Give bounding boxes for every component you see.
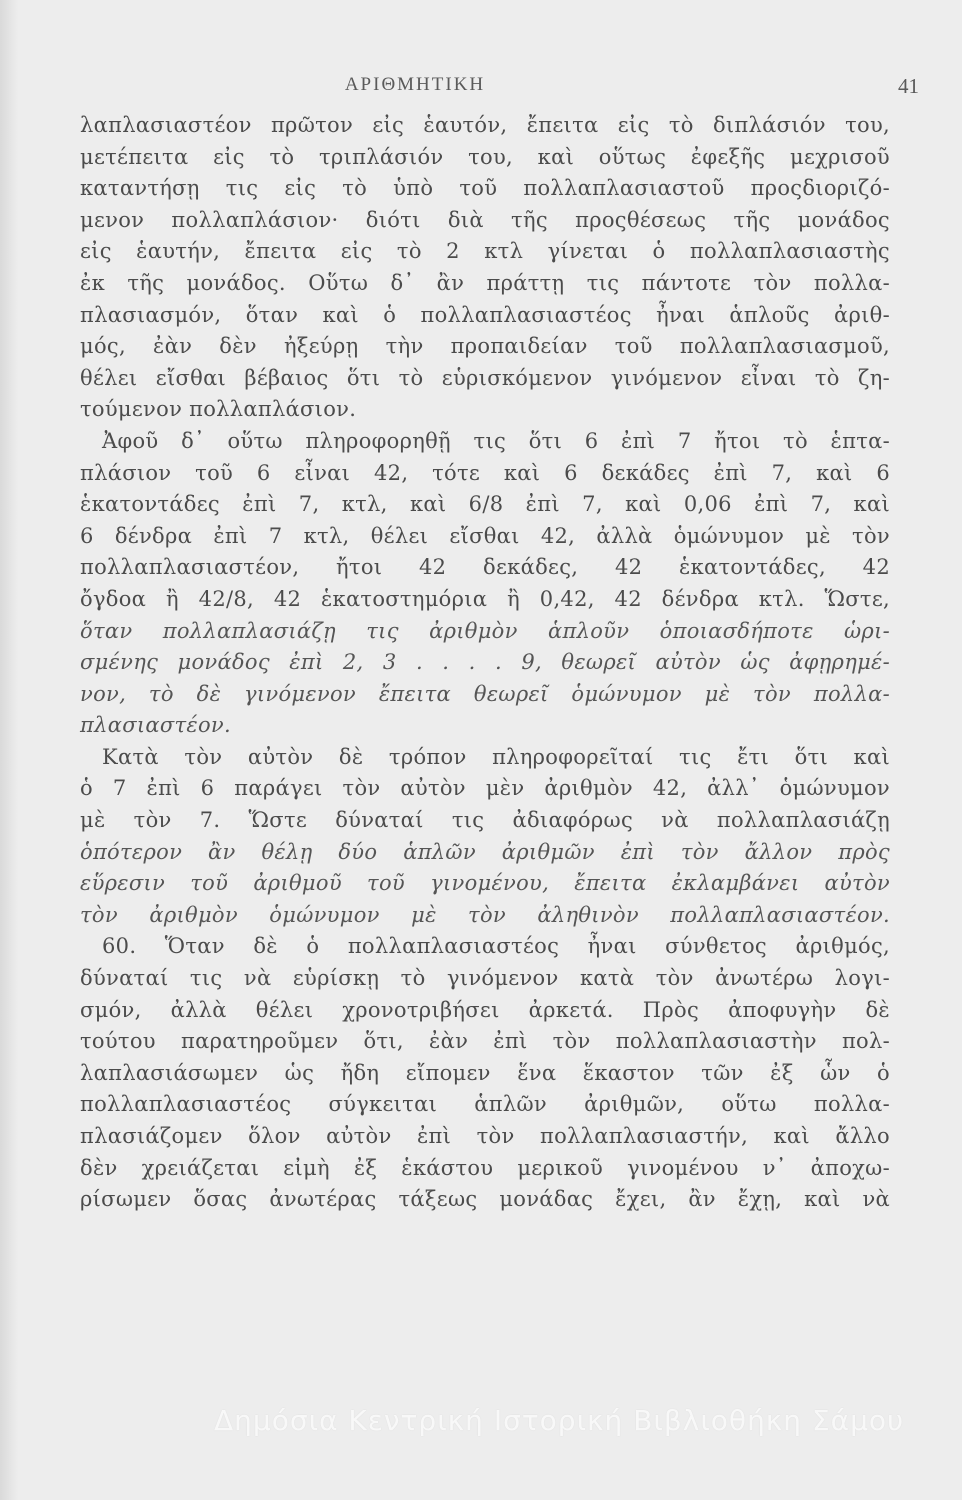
italic-text-line: νον, τὸ δὲ γινόμενον ἔπειτα θεωρεῖ ὁμώνυμον μὲ τὸν πολλα- xyxy=(80,681,890,706)
text-line: μός, ἐὰν δὲν ἠξεύρῃ τὴν προπαιδείαν τοῦ πολλαπλασιασμοῦ, xyxy=(80,334,890,359)
italic-text-line: ὅταν πολλαπλασιάζῃ τις ἀριθμὸν ἁπλοῦν ὁποιασδήποτε ὡρι- xyxy=(80,618,890,643)
text-line: πλασιάζομεν ὅλον αὐτὸν ἐπὶ τὸν πολλαπλασιαστήν, καὶ ἄλλο xyxy=(80,1124,890,1148)
italic-text-line: πλασιαστέον. xyxy=(80,713,231,738)
text-line: τούτου παρατηροῦμεν ὅτι, ἐὰν ἐπὶ τὸν πολλαπλασιαστὴν πολ- xyxy=(80,1029,890,1054)
text-line: πλασιασμόν, ὅταν καὶ ὁ πολλαπλασιαστέος ἦναι ἁπλοῦς ἀριθ- xyxy=(80,302,890,327)
paragraph-start-line: Ἀφοῦ δ᾽ οὕτω πληροφορηθῇ τις ὅτι 6 ἐπὶ 7 ἤτοι τὸ ἑπτα- xyxy=(102,428,890,453)
text-line: καταντήσῃ τις εἰς τὸ ὑπὸ τοῦ πολλαπλασιαστοῦ προςδιοριζό- xyxy=(80,176,890,201)
italic-text-line: εὕρεσιν τοῦ ἀριθμοῦ τοῦ γινομένου, ἔπειτα ἐκλαμβάνει αὐτὸν xyxy=(80,871,890,896)
text-line: ὁ 7 ἐπὶ 6 παράγει τὸν αὐτὸν μὲν ἀριθμὸν 42, ἀλλ᾽ ὁμώνυμον xyxy=(80,776,890,801)
text-line: μὲ τὸν 7. Ὥστε δύναταί τις ἀδιαφόρως νὰ πολλαπλασιάζῃ xyxy=(80,808,890,833)
text-line: δὲν χρειάζεται εἰμὴ ἐξ ἑκάστου μερικοῦ γινομένου ν᾽ ἀποχω- xyxy=(80,1155,890,1180)
section-60-start-line: 60. Ὅταν δὲ ὁ πολλαπλασιαστέος ἦναι σύνθετος ἀριθμός, xyxy=(102,934,890,959)
running-title: ΑΡΙΘΜΗΤΙΚΗ xyxy=(344,74,486,95)
text-line: πλάσιον τοῦ 6 εἶναι 42, τότε καὶ 6 δεκάδες ἐπὶ 7, καὶ 6 xyxy=(80,460,890,485)
text-line: ἑκατοντάδες ἐπὶ 7, κτλ, καὶ 6/8 ἐπὶ 7, καὶ 0,06 ἐπὶ 7, καὶ xyxy=(80,492,890,517)
text-line: ρίσωμεν ὅσας ἀνωτέρας τάξεως μονάδας ἔχει, ἂν ἔχῃ, καὶ νὰ xyxy=(80,1187,890,1212)
text-line: λαπλασιάσωμεν ὡς ἤδη εἴπομεν ἕνα ἕκαστον τῶν ἐξ ὧν ὁ xyxy=(80,1060,890,1085)
text-line: μετέπειτα εἰς τὸ τριπλάσιόν του, καὶ οὕτως ἐφεξῆς μεχρισοῦ xyxy=(80,144,890,169)
italic-text-line: σμένης μονάδος ἐπὶ 2, 3 . . . . 9, θεωρεῖ αὐτὸν ὡς ἀφῃρημέ- xyxy=(80,650,890,675)
text-line: δύναταί τις νὰ εὑρίσκῃ τὸ γινόμενον κατὰ τὸν ἀνωτέρω λογι- xyxy=(80,966,890,991)
text-line: σμόν, ἀλλὰ θέλει χρονοτριβήσει ἀρκετά. Πρὸς ἀποφυγὴν δὲ xyxy=(80,997,890,1022)
text-line: θέλει εἴσθαι βέβαιος ὅτι τὸ εὑρισκόμενον γινόμενον εἶναι τὸ ζη- xyxy=(80,365,890,390)
text-line: πολλαπλασιαστέον, ἤτοι 42 δεκάδες, 42 ἑκατοντάδες, 42 xyxy=(80,555,890,580)
text-line: μενον πολλαπλάσιον· διότι διὰ τῆς προςθέσεως τῆς μονάδος xyxy=(80,207,890,232)
italic-text-line: ὁπότερον ἂν θέλῃ δύο ἁπλῶν ἀριθμῶν ἐπὶ τὸν ἄλλον πρὸς xyxy=(80,839,890,864)
text-line: τούμενον πολλαπλάσιον. xyxy=(80,397,357,422)
page-gutter-shadow xyxy=(0,0,18,1500)
italic-text-line: τὸν ἀριθμὸν ὁμώνυμον μὲ τὸν ἀληθινὸν πολλαπλασιαστέον. xyxy=(80,902,890,927)
running-head xyxy=(0,74,962,104)
text-line: 6 δένδρα ἐπὶ 7 κτλ, θέλει εἴσθαι 42, ἀλλὰ ὁμώνυμον μὲ τὸν xyxy=(80,523,890,548)
text-line: ὄγδοα ἢ 42/8, 42 ἑκατοστημόρια ἢ 0,42, 42 δένδρα κτλ. Ὥστε, xyxy=(80,586,890,611)
body-text xyxy=(80,110,890,1216)
text-line: εἰς ἑαυτήν, ἔπειτα εἰς τὸ 2 κτλ γίνεται ὁ πολλαπλασιαστὴς xyxy=(80,239,890,264)
paragraph-start-line: Κατὰ τὸν αὐτὸν δὲ τρόπον πληροφορεῖταί τις ἔτι ὅτι καὶ xyxy=(102,744,890,769)
page-number: 41 xyxy=(898,74,919,98)
text-line: πολλαπλασιαστέος σύγκειται ἁπλῶν ἀριθμῶν, οὕτω πολλα- xyxy=(80,1092,890,1117)
library-watermark: Δημόσια Κεντρική Ιστορική Βιβλιοθήκη Σάμου xyxy=(214,1404,905,1437)
text-line: λαπλασιαστέον πρῶτον εἰς ἑαυτόν, ἔπειτα εἰς τὸ διπλάσιόν του, xyxy=(80,113,890,137)
text-line: ἐκ τῆς μονάδος. Οὕτω δ᾽ ἂν πράττῃ τις πάντοτε τὸν πολλα- xyxy=(80,270,890,295)
